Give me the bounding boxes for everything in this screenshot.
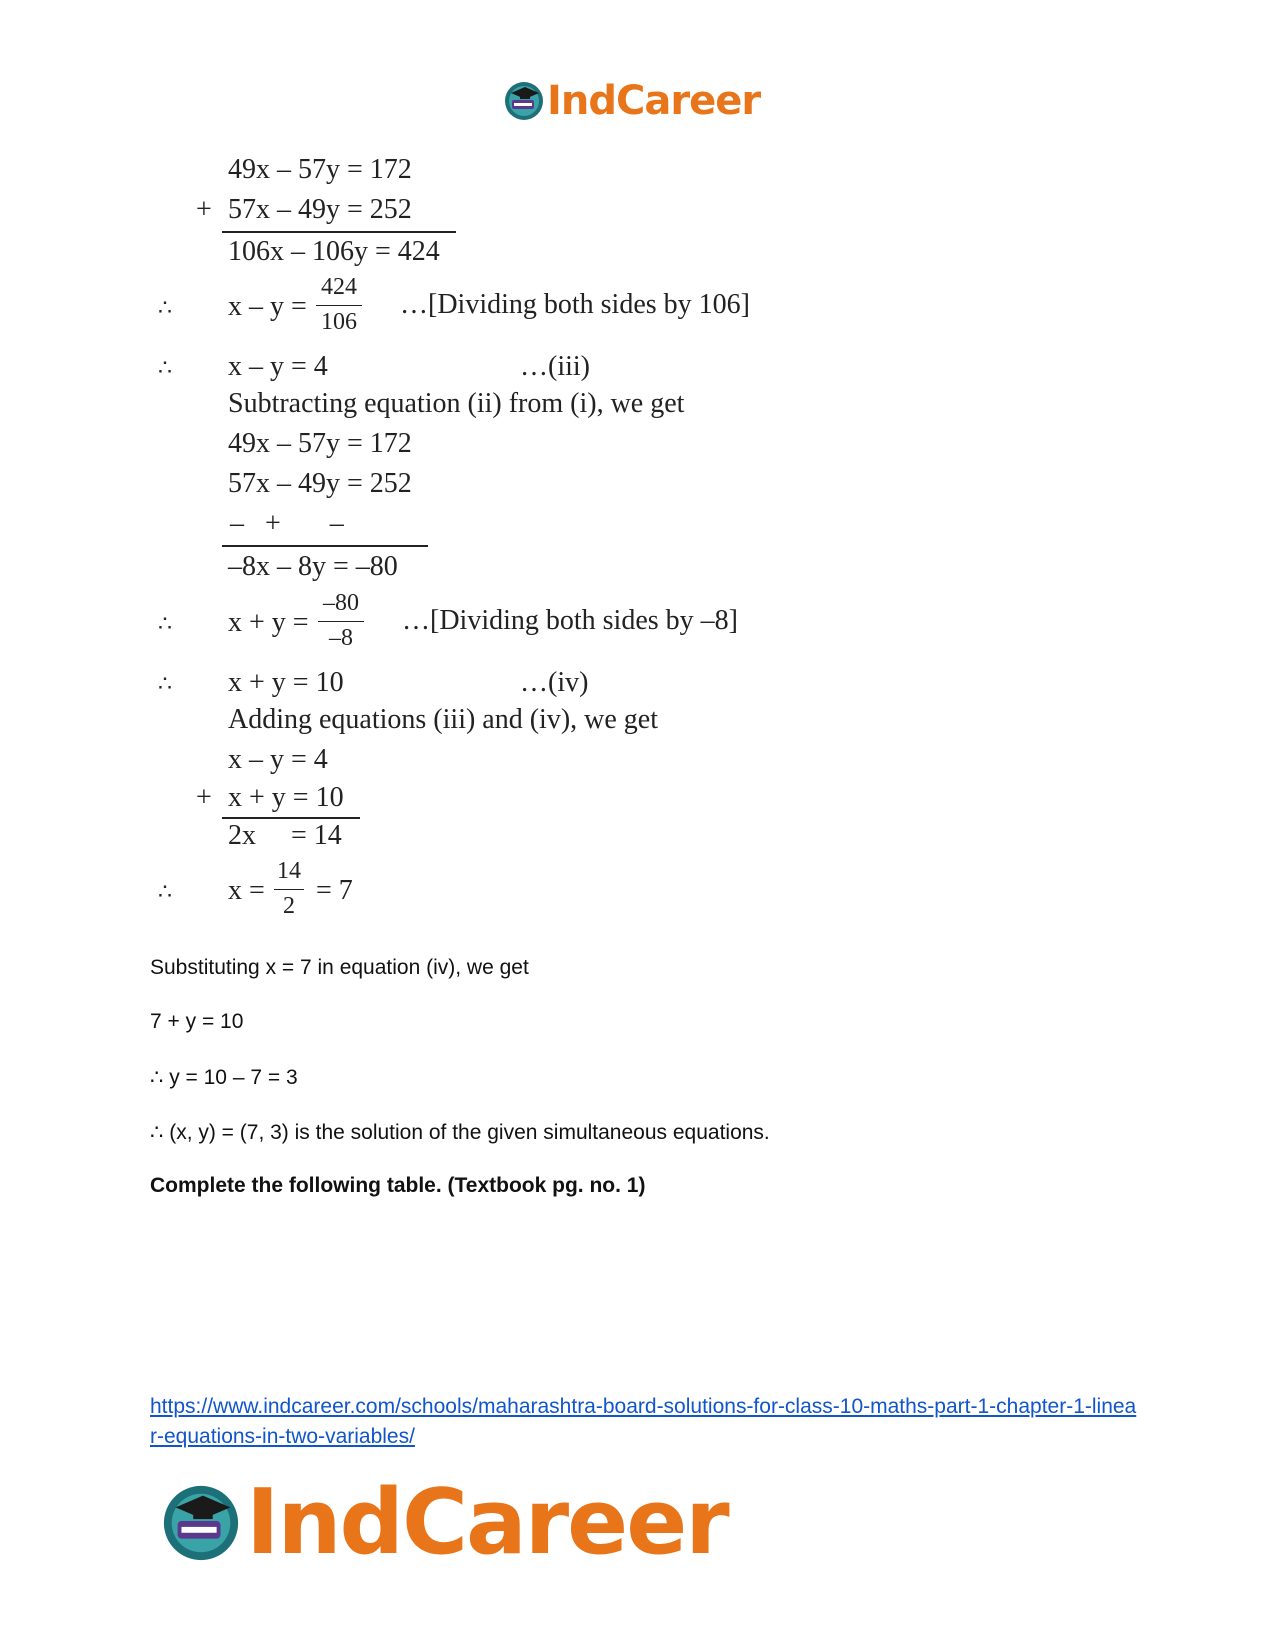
- fraction-numerator: –80: [323, 590, 359, 616]
- equation: 49x – 57y = 172: [228, 154, 412, 185]
- fraction-numerator: 424: [321, 274, 357, 300]
- equation-result: x + y = 10: [228, 667, 344, 698]
- fraction-denominator: 106: [321, 308, 357, 335]
- graduation-cap-book-icon: [160, 1482, 242, 1564]
- equation-sum: 2x = 14: [228, 820, 342, 851]
- equation-result: x – y = 4: [228, 351, 328, 382]
- fraction-numerator: 14: [277, 858, 301, 884]
- therefore-symbol: ∴: [158, 356, 172, 381]
- equation: x + y = 10: [228, 782, 344, 813]
- equation-lhs: x + y =: [228, 607, 309, 638]
- body-paragraph: ∴ y = 10 – 7 = 3: [150, 1066, 298, 1089]
- equation-sum: 106x – 106y = 424: [228, 236, 440, 267]
- equation: 57x – 49y = 252: [228, 468, 412, 499]
- equation-tag: …(iv): [520, 667, 589, 698]
- fraction: [316, 274, 362, 336]
- fraction: [274, 858, 304, 920]
- equation-rhs: = 7: [316, 875, 353, 906]
- fraction: [318, 590, 364, 652]
- sum-rule: [222, 817, 360, 819]
- body-paragraph: 7 + y = 10: [150, 1010, 244, 1033]
- therefore-symbol: ∴: [158, 880, 172, 905]
- equation: x – y = 4: [228, 744, 328, 775]
- instruction-text: Subtracting equation (ii) from (i), we get: [228, 388, 685, 419]
- body-paragraph: ∴ (x, y) = (7, 3) is the solution of the given simultaneous equations.: [150, 1121, 770, 1144]
- equation-note: …[Dividing both sides by 106]: [400, 289, 750, 320]
- equation-lhs: x =: [228, 875, 265, 906]
- body-paragraph: Substituting x = 7 in equation (iv), we get: [150, 956, 529, 979]
- equation-note: …[Dividing both sides by –8]: [402, 605, 738, 636]
- plus-sign: +: [196, 194, 212, 225]
- footer-logo: [160, 1470, 728, 1575]
- equation-lhs: x – y =: [228, 291, 307, 322]
- therefore-symbol: ∴: [158, 672, 172, 697]
- source-link[interactable]: https://www.indcareer.com/schools/maharashtra-board-solutions-for-class-10-maths-part-1-chapter-1-linear-equations-in-two-variables/: [150, 1395, 1137, 1448]
- logo-text: IndCareer: [547, 78, 761, 124]
- equation: 57x – 49y = 252: [228, 194, 412, 225]
- sum-rule: [222, 231, 456, 233]
- equation-tag: …(iii): [520, 351, 590, 382]
- instruction-text: Adding equations (iii) and (iv), we get: [228, 704, 659, 735]
- logo-text: IndCareer: [246, 1470, 728, 1575]
- therefore-symbol: ∴: [158, 612, 172, 637]
- difference-rule: [222, 545, 428, 547]
- plus-sign: +: [196, 782, 212, 813]
- fraction-denominator: 2: [283, 892, 295, 919]
- sign-change-row: – + –: [230, 508, 344, 539]
- equation-difference: –8x – 8y = –80: [228, 551, 398, 582]
- equation: 49x – 57y = 172: [228, 428, 412, 459]
- fraction-denominator: –8: [329, 624, 353, 651]
- section-heading: Complete the following table. (Textbook pg. no. 1): [150, 1174, 646, 1197]
- therefore-symbol: ∴: [158, 296, 172, 321]
